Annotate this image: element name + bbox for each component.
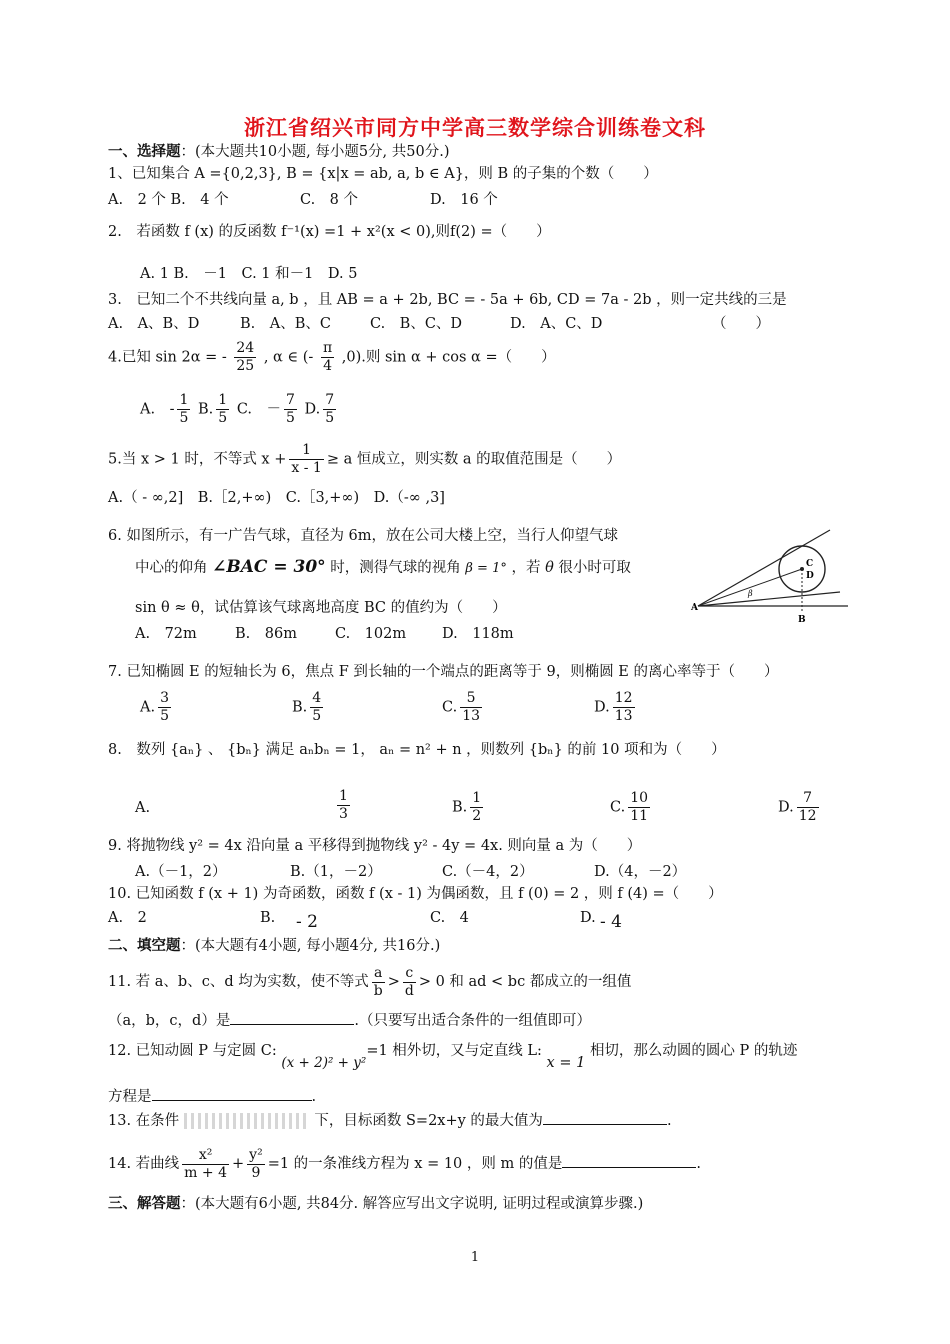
q11-post: > 0 和 ad < bc 都成立的一组值 [418,974,632,990]
q10-opt-a: A. 2 [108,910,147,926]
section2-header [108,936,440,956]
q11-f2-num: c [403,965,416,983]
q3-opt-a: A. A、B、D [108,316,200,332]
q8-a-frac [337,788,350,823]
q4-opt-d-frac [323,392,336,427]
q2-text: 2. 若函数 f (x) 的反函数 f⁻¹(x) =1 + x²(x < 0),则f(2) =（ ） [108,224,551,240]
q13-answer-blank[interactable] [543,1110,667,1125]
q6-opt-b: B. 86m [235,626,297,642]
q1-opt-ab: A. 2 个 B. 4 个 [108,192,229,208]
section1-heading: 一、选择题 [108,143,181,160]
q6-angle: ∠BAC = 30° [212,557,326,577]
q14-f1-num: x² [182,1147,229,1165]
q4-frac1-num: 24 [236,340,255,356]
q8-opt-d [778,790,822,825]
label-c: C [806,559,814,569]
q12-line1 [108,1036,798,1071]
q5-frac-num: 1 [289,442,323,460]
q1-text: 1、已知集合 A ={0,2,3}, B = {x|x = ab, a, b ∈ A}，则 B 的子集的个数（ ） [108,166,658,182]
q4-frac2-num: π [322,340,333,356]
q4-opt-c-num: 7 [286,392,295,408]
q6-theta: θ [545,560,554,576]
q6-beta: β = 1° [465,561,507,576]
q7-d-frac [613,690,635,725]
q2-opts: A. 1 B. －1 C. 1 和－1 D. 5 [140,266,358,282]
q12-eq1: (x + 2)² + y² [281,1055,367,1071]
label-b: B [798,615,806,625]
constraint-system-image [184,1113,310,1129]
q14-frac1 [182,1147,229,1182]
q6-opt-c: C. 102m [335,626,407,642]
q3-paren: （ ） [712,316,770,332]
q8-d-den: 12 [798,808,817,824]
q14-answer-blank[interactable] [562,1153,696,1168]
q14-post: =1 的一条准线方程为 x = 10 ，则 m 的值是 [267,1156,563,1172]
section3-note: ：(本大题有6小题, 共84分. 解答应写出文字说明, 证明过程或演算步骤.) [180,1196,644,1212]
q4-opt-c-label: C. － [236,401,281,418]
section1-note: ：(本大题共10小题, 每小题5分, 共50分.) [180,144,450,160]
q11-line1 [108,964,631,1000]
q4-mid2: , α ∈ (- [263,349,314,366]
q7-opt-b [292,690,326,725]
q6-l2a: 中心的仰角 [135,560,208,576]
q1-opt-c: C. 8 个 [300,192,359,208]
q8-text: 8. 数列 {aₙ} 、 {bₙ} 满足 aₙbₙ = 1， aₙ = n² + n ，则数列 {bₙ} 的前 10 项和为（ ） [108,742,726,758]
section3-heading: 三、解答题 [108,1195,181,1212]
q11-f1-den: b [373,982,383,999]
q4-opt-a-frac [177,392,190,427]
q11-gt: > [387,974,400,990]
q4-frac2 [321,340,334,375]
document-title: 浙江省绍兴市同方中学高三数学综合训练卷文科 [244,115,706,140]
q7-opt-a [140,690,174,725]
q4-opt-b-num: 1 [218,392,228,408]
q4-opt-b-frac [216,392,229,427]
q5-text [108,442,621,477]
q6-opt-a: A. 72m [135,626,197,642]
q7-text: 7. 已知椭圆 E 的短轴长为 6，焦点 F 到长轴的一个端点的距离等于 9，则椭圆 E 的离心率等于（ ） [108,664,779,680]
q10-opt-d-value: - 4 [600,912,622,932]
q3-opt-d: D. A、C、D [510,316,603,332]
q12-l1c: 相切，那么动圆的圆心 P 的轨迹 [589,1043,798,1059]
q8-a-num: 1 [339,788,348,804]
q9-opt-b: B.（1，－2） [290,864,382,880]
page-number: 1 [470,1250,480,1265]
q8-c-num: 10 [630,790,649,806]
section2-note: ：(本大题有4小题, 每小题4分, 共16分.) [180,938,441,954]
q11-l2b: .（只要写出适合条件的一组值即可） [354,1013,591,1029]
q9-opt-a: A.（－1，2） [135,864,227,880]
q8-d-frac [797,790,819,825]
q4-pre: 4.已知 [108,349,151,366]
q7-opt-d [594,690,638,725]
q8-opt-a-label: A. [135,800,151,816]
q8-b-frac [470,790,483,825]
q5-pre: 5.当 x > 1 时，不等式 x + [108,451,287,468]
q14-f1-den: m + 4 [184,1164,227,1181]
q3-opt-c: C. B、C、D [370,316,463,332]
balloon-figure [690,524,850,628]
q6-line2 [135,552,631,584]
q8-b-den: 2 [472,808,482,824]
q11-frac2 [403,965,416,1000]
q5-frac [289,442,323,477]
q4-text [108,340,556,375]
q4-opt-d-den: 5 [325,410,335,426]
q8-c-frac [628,790,650,825]
q7-c-label: C. [442,699,458,716]
q4-opt-b-label: B. [198,401,214,418]
q10-opt-b-label: B. [260,910,276,926]
q9-text: 9. 将抛物线 y² = 4x 沿向量 a 平移得到抛物线 y² - 4y = 4x. 则向量 a 为（ ） [108,838,642,854]
q6-line1: 6. 如图所示，有一广告气球，直径为 6m，放在公司大楼上空，当行人仰望气球 [108,528,619,544]
q12-l1a: 12. 已知动圆 P 与定圆 C: [108,1043,277,1059]
q4-opt-c-frac [284,392,297,427]
q8-d-num: 7 [797,790,819,808]
q11-f1-num: a [372,965,385,983]
q8-opt-b [452,790,486,825]
q5-opts: A.（ - ∞,2] B.［2,+∞) C.［3,+∞) D.（-∞ ,3] [108,490,445,506]
q13-post: 下，目标函数 S=2x+y 的最大值为 [314,1113,543,1129]
q4-opt-a-label: A. - [140,401,175,418]
q6-l2b: 时，测得气球的视角 [330,560,461,576]
q7-c-den: 13 [462,708,481,724]
q6-l2d: 很小时可取 [558,560,631,576]
q14-f2-num: y² [249,1146,263,1163]
q6-l2c: ，若 [511,560,541,576]
q7-c-num: 5 [460,690,482,708]
q7-b-num: 4 [312,690,322,706]
q4-opt-b-den: 5 [218,410,228,426]
q6-line3: sin θ ≈ θ，试估算该气球离地高度 BC 的值约为（ ） [135,600,507,616]
q11-f2-den: d [404,982,414,999]
q8-b-label: B. [452,799,468,816]
q11-line2 [108,1010,591,1031]
q8-opt-a [334,788,353,823]
q7-a-den: 5 [160,708,170,724]
q4-mid: sin 2α = - [155,349,227,366]
q7-b-frac [310,690,323,725]
q4-opt-d-label: D. [304,401,321,418]
section2-heading: 二、填空题 [108,937,181,954]
q9-opt-c: C.（－4，2） [442,864,534,880]
q3-text: 3. 已知二个不共线向量 a, b ，且 AB = a + 2b, BC = - 5a + 6b, CD = 7a - 2b ，则一定共线的三是 [108,292,787,308]
q4-opt-a-den: 5 [179,410,189,426]
q14-f2-den: 9 [251,1164,261,1181]
q7-d-den: 13 [614,708,633,724]
q10-opt-d-label: D. [580,910,596,926]
q9-opt-d: D.（4，－2） [594,864,687,880]
q8-a-den: 3 [339,806,348,822]
q10-opt-c: C. 4 [430,910,469,926]
q4-post: ,0).则 sin α + cos α =（ ） [341,349,556,366]
q8-b-num: 1 [472,790,482,806]
q7-b-label: B. [292,699,308,716]
section1-header [108,142,450,162]
q7-c-frac [460,690,482,725]
label-d: D [806,571,814,581]
q12-line2 [108,1086,316,1107]
q8-c-den: 11 [630,808,649,824]
q12-l2a: 方程是 [108,1089,152,1105]
q7-b-den: 5 [312,708,322,724]
q11-l2a: （a，b，c，d）是 [108,1013,231,1029]
q11-pre: 11. 若 a、b、c、d 均为实数，使不等式 [108,974,369,990]
q6-opt-d: D. 118m [442,626,514,642]
q8-c-label: C. [610,799,626,816]
q4-opt-d-num: 7 [325,392,335,408]
q7-opt-c [442,690,485,725]
q12-l1b: =1 相外切，又与定直线 L: [366,1043,542,1059]
q11-frac1 [372,965,385,1000]
q12-l2b: . [311,1089,317,1105]
q14-plus: + [232,1156,245,1172]
q3-opt-b: B. A、B、C [240,316,331,332]
q12-answer-blank[interactable] [152,1086,312,1101]
q10-opt-b-value: - 2 [296,912,318,932]
q12-eq2: x = 1 [546,1055,586,1071]
q8-opt-c [610,790,653,825]
q13-end: . [666,1113,672,1129]
q10-text: 10. 已知函数 f (x + 1) 为奇函数，函数 f (x - 1) 为偶函数，且 f (0) = 2 ，则 f (4) =（ ） [108,886,723,902]
q4-frac1 [234,340,256,375]
q8-d-label: D. [778,799,794,816]
q4-opt-a-num: 1 [179,392,189,408]
q5-post: ≥ a 恒成立，则实数 a 的取值范围是（ ） [326,451,622,468]
q14-line [108,1144,701,1184]
q7-d-label: D. [594,699,610,716]
q14-frac2 [247,1147,265,1182]
label-a: A [691,603,698,613]
q11-answer-blank[interactable] [230,1010,354,1025]
q7-a-num: 3 [160,690,170,706]
q7-a-label: A. [140,699,156,716]
q4-opt-c-den: 5 [286,410,295,426]
q7-d-num: 12 [614,690,633,706]
q14-pre: 14. 若曲线 [108,1156,180,1172]
label-beta: β [748,589,753,598]
q13-pre: 13. 在条件 [108,1113,180,1129]
q4-frac1-den: 25 [236,358,255,374]
q1-opt-d: D. 16 个 [430,192,498,208]
section3-header [108,1194,643,1214]
q4-frac2-den: 4 [323,358,333,374]
q5-frac-den: x - 1 [291,460,322,476]
q4-opts [140,392,339,427]
q7-a-frac [158,690,171,725]
q13-line [108,1110,672,1131]
q14-end: . [696,1156,701,1172]
